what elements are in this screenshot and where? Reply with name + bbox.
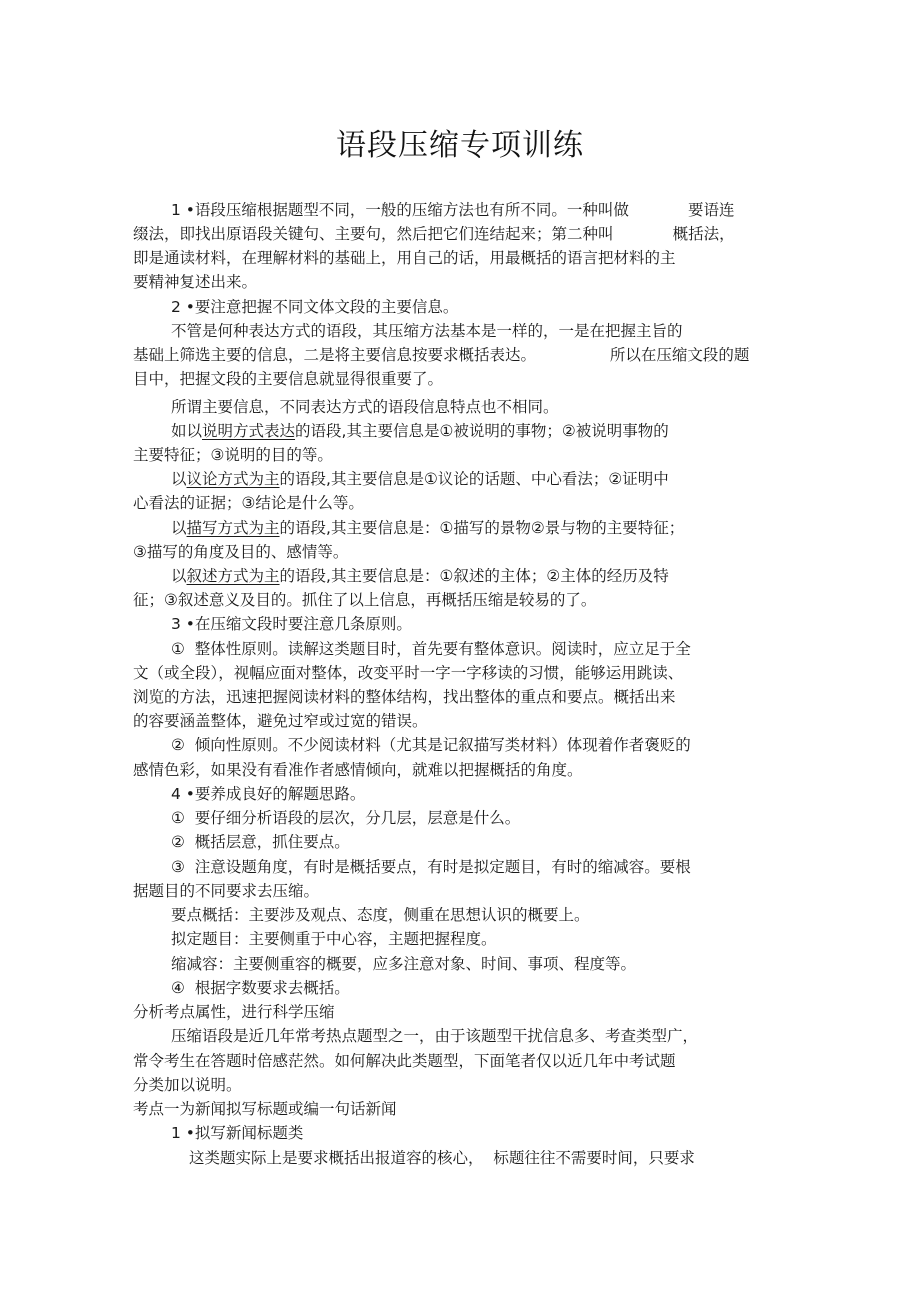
- text-line: 压缩语段是近几年常考热点题型之一，由于该题型干扰信息多、考查类型广，: [171, 1027, 699, 1045]
- text-line: 主要特征；③说明的目的等。: [133, 446, 333, 464]
- text-line: ③ 注意设题角度，有时是概括要点，有时是拟定题目，有时的缩减容。要根: [171, 858, 691, 876]
- text-line: 缩减容：主要侧重容的概要，应多注意对象、时间、事项、程度等。: [171, 955, 637, 973]
- text-line: 常令考生在答题时倍感茫然。如何解决此类题型，下面笔者仅以近几年中考试题: [133, 1052, 676, 1070]
- underlined-phrase: 描写方式为主: [186, 519, 280, 537]
- text-line: 1 •语段压缩根据题型不同，一般的压缩方法也有所不同。一种叫做 要语连: [171, 201, 735, 219]
- text-line: 要精神复述出来。: [133, 273, 258, 291]
- text-line: 浏览的方法，迅速把握阅读材料的整体结构，找出整体的重点和要点。概括出来: [133, 688, 676, 706]
- text-line: ① 要仔细分析语段的层次，分几层，层意是什么。: [171, 809, 521, 827]
- text-line: 心看法的证据；③结论是什么等。: [133, 494, 364, 512]
- underlined-phrase: 叙述方式为主: [186, 567, 280, 585]
- text-line: 不管是何种表达方式的语段，其压缩方法基本是一样的，一是在把握主旨的: [171, 322, 683, 340]
- text-line: 文（或全段），视幅应面对整体，改变平时一字一字移读的习惯，能够运用跳读、: [133, 664, 684, 682]
- underlined-phrase: 说明方式表达: [202, 422, 296, 440]
- text-line: ② 倾向性原则。不少阅读材料（尤其是记叙描写类材料）体现着作者褒贬的: [171, 736, 691, 754]
- text-line: ③描写的角度及目的、感情等。: [133, 543, 349, 561]
- text-line: 感情色彩，如果没有看准作者感情倾向，就难以把握概括的角度。: [133, 761, 583, 779]
- text-line: 分类加以说明。: [133, 1076, 242, 1094]
- text-line: 所谓主要信息，不同表达方式的语段信息特点也不相同。: [171, 398, 559, 416]
- text-line: 目中，把握文段的主要信息就显得很重要了。: [133, 370, 444, 388]
- underlined-phrase: 议论方式为主: [186, 470, 280, 488]
- text-line: 2 •要注意把握不同文体文段的主要信息。: [171, 298, 459, 316]
- text-line: 这类题实际上是要求概括出报道容的核心， 标题往往不需要时间，只要求: [189, 1149, 695, 1167]
- text-line: 1 •拟写新闻标题类: [171, 1124, 304, 1142]
- page-title: 语段压缩专项训练: [336, 128, 584, 163]
- section-heading: 考点一为新闻拟写标题或编一句话新闻: [133, 1100, 397, 1118]
- text-line: 缀法，即找出原语段关键句、主要句，然后把它们连结起来；第二种叫 概括法，: [133, 225, 735, 243]
- text-line: 如以说明方式表达的语段,其主要信息是①被说明的事物；②被说明事物的: [171, 422, 669, 440]
- text-line: ② 概括层意，抓住要点。: [171, 833, 350, 851]
- section-heading: 分析考点属性，进行科学压缩: [133, 1003, 335, 1021]
- text-line: 拟定题目：主要侧重于中心容，主题把握程度。: [171, 930, 497, 948]
- text-line: ④ 根据字数要求去概括。: [171, 979, 350, 997]
- text-line: 4 •要养成良好的解题思路。: [171, 785, 366, 803]
- text-line: 据题目的不同要求去压缩。: [133, 882, 320, 900]
- text-line: 3 •在压缩文段时要注意几条原则。: [171, 615, 412, 633]
- text-line: 以叙述方式为主的语段,其主要信息是：①叙述的主体；②主体的经历及特: [171, 567, 669, 585]
- text-line: 征；③叙述意义及目的。抓住了以上信息，再概括压缩是较易的了。: [133, 591, 597, 609]
- text-line: 基础上筛选主要的信息，二是将主要信息按要求概括表达。 所以在压缩文段的题: [133, 346, 750, 364]
- text-line: 以议论方式为主的语段,其主要信息是①议论的话题、中心看法；②证明中: [171, 470, 669, 488]
- text-line: 的容要涵盖整体，避免过窄或过宽的错误。: [133, 712, 428, 730]
- text-line: 即是通读材料，在理解材料的基础上，用自己的话，用最概括的语言把材料的主: [133, 249, 676, 267]
- text-line: ① 整体性原则。读解这类题目时，首先要有整体意识。阅读时，应立足于全: [171, 640, 691, 658]
- text-line: 要点概括：主要涉及观点、态度，侧重在思想认识的概要上。: [171, 906, 590, 924]
- text-line: 以描写方式为主的语段,其主要信息是：①描写的景物②景与物的主要特征；: [171, 519, 685, 537]
